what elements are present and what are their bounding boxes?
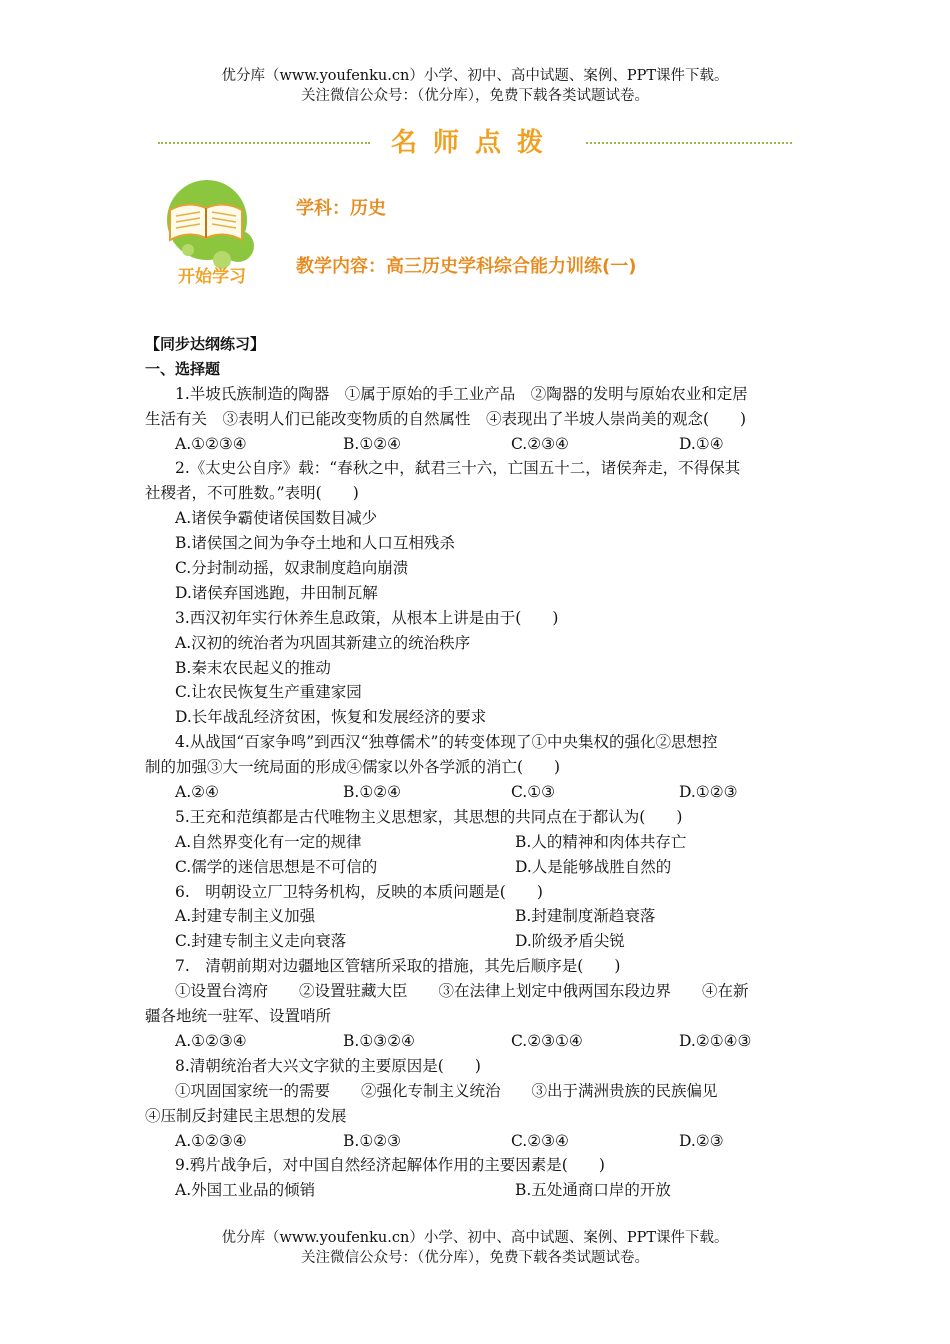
question-7-items: ①设置台湾府 ②设置驻藏大臣 ③在法律上划定中俄两国东段边界 ④在新: [175, 982, 749, 1001]
q5-option-c: C.儒学的迷信思想是不可信的: [175, 857, 378, 876]
q3-option-c: C.让农民恢复生产重建家园: [175, 683, 362, 702]
footer-line-2: 关注微信公众号：（优分库），免费下载各类试题试卷。: [301, 1250, 649, 1266]
logo-text: 开始学习: [178, 267, 246, 287]
question-1-options: [145, 432, 810, 457]
question-7-options: [145, 1029, 810, 1054]
question-1-stem-cont: 生活有关 ③表明人们已能改变物质的自然属性 ④表现出了半坡人崇尚美的观念( ): [145, 409, 747, 428]
banner: [158, 126, 792, 160]
question-9-options-ab: [145, 1178, 810, 1203]
q8-option-c: C.②③④: [511, 1131, 569, 1150]
question-2-stem: 2.《太史公自序》载：“春秋之中，弑君三十六，亡国五十二，诸侯奔走，不得保其: [175, 459, 741, 478]
question-1-stem: 1.半坡氏族制造的陶器 ①属于原始的手工业产品 ②陶器的发明与原始农业和定居: [175, 384, 748, 403]
question-6-options-cd: [145, 929, 810, 954]
q1-option-a: A.①②③④: [175, 434, 247, 453]
q8-option-d: D.②③: [679, 1131, 724, 1150]
q5-option-a: A.自然界变化有一定的规律: [175, 832, 362, 851]
question-3-stem: 3.西汉初年实行休养生息政策，从根本上讲是由于( ): [175, 608, 559, 627]
footer-line-1: 优分库（www.youfenku.cn）小学、初中、高中试题、案例、PPT课件下载。: [221, 1230, 729, 1246]
q5-option-b: B.人的精神和肉体共存亡: [515, 832, 687, 851]
start-learning-logo: [162, 176, 272, 288]
q1-option-d: D.①④: [679, 434, 724, 453]
q8-option-b: B.①②③: [343, 1131, 402, 1150]
q6-option-a: A.封建专制主义加强: [175, 907, 316, 926]
q4-option-a: A.②④: [175, 783, 219, 802]
question-4-options: [145, 780, 810, 805]
q3-option-a: A.汉初的统治者为巩固其新建立的统治秩序: [175, 633, 471, 652]
q5-option-d: D.人是能够战胜自然的: [515, 857, 672, 876]
q2-option-d: D.诸侯弃国逃跑，井田制瓦解: [175, 583, 378, 602]
q7-option-d: D.②①④③: [679, 1031, 752, 1050]
exercise-content: [145, 332, 810, 1203]
banner-divider-right: [586, 142, 792, 144]
question-8-items: ①巩固国家统一的需要 ②强化专制主义统治 ③出于满洲贵族的民族偏见: [175, 1081, 718, 1100]
q7-option-b: B.①③②④: [343, 1031, 415, 1050]
q6-option-b: B.封建制度渐趋衰落: [515, 907, 656, 926]
q7-option-c: C.②③①④: [511, 1031, 583, 1050]
q6-option-d: D.阶级矛盾尖锐: [515, 932, 625, 951]
question-9-stem: 9.鸦片战争后，对中国自然经济起解体作用的主要因素是( ): [175, 1156, 605, 1175]
q2-option-a: A.诸侯争霸使诸侯国数目减少: [175, 509, 378, 528]
q3-option-b: B.秦末农民起义的推动: [175, 658, 331, 677]
question-8-items-cont: ④压制反封建民主思想的发展: [145, 1106, 347, 1125]
q7-option-a: A.①②③④: [175, 1031, 247, 1050]
question-8-options: [145, 1129, 810, 1154]
subject-label: 学科：历史: [296, 198, 386, 219]
q4-option-b: B.①②④: [343, 783, 402, 802]
q9-option-b: B.五处通商口岸的开放: [515, 1181, 671, 1200]
q1-option-b: B.①②④: [343, 434, 402, 453]
q2-option-c: C.分封制动摇，奴隶制度趋向崩溃: [175, 559, 409, 578]
section-part: 一、选择题: [145, 359, 221, 378]
q4-option-d: D.①②③: [679, 783, 738, 802]
question-7-items-cont: 疆各地统一驻军、设置哨所: [145, 1007, 332, 1026]
question-4-stem: 4.从战国“百家争鸣”到西汉“独尊儒术”的转变体现了①中央集权的强化②思想控: [175, 733, 718, 752]
question-6-options-ab: [145, 904, 810, 929]
question-8-stem: 8.清朝统治者大兴文字狱的主要原因是( ): [175, 1056, 481, 1075]
q4-option-c: C.①③: [511, 783, 556, 802]
q1-option-c: C.②③④: [511, 434, 569, 453]
header-line-1: 优分库（www.youfenku.cn）小学、初中、高中试题、案例、PPT课件下载。: [221, 68, 729, 84]
q8-option-a: A.①②③④: [175, 1131, 247, 1150]
header-line-2: 关注微信公众号：（优分库），免费下载各类试题试卷。: [301, 88, 649, 104]
page-header: [0, 66, 950, 106]
q6-option-c: C.封建专制主义走向衰落: [175, 932, 347, 951]
banner-title: 名师点拨: [390, 128, 559, 158]
question-5-stem: 5.王充和范缜都是古代唯物主义思想家，其思想的共同点在于都认为( ): [175, 807, 683, 826]
section-heading: 【同步达纲练习】: [145, 335, 266, 353]
page-footer: [0, 1228, 950, 1268]
open-book-icon: [162, 176, 272, 288]
q9-option-a: A.外国工业品的倾销: [175, 1181, 316, 1200]
question-6-stem: 6. 明朝设立厂卫特务机构，反映的本质问题是( ): [175, 882, 543, 901]
question-7-stem: 7. 清朝前期对边疆地区管辖所采取的措施，其先后顺序是( ): [175, 957, 621, 976]
question-5-options-cd: [145, 855, 810, 880]
q2-option-b: B.诸侯国之间为争夺土地和人口互相残杀: [175, 534, 455, 553]
question-5-options-ab: [145, 830, 810, 855]
q3-option-d: D.长年战乱经济贫困，恢复和发展经济的要求: [175, 708, 487, 727]
question-2-stem-cont: 社稷者，不可胜数。”表明( ): [145, 484, 359, 503]
content-title: 教学内容：高三历史学科综合能力训练(一): [296, 256, 637, 277]
question-4-stem-cont: 制的加强③大一统局面的形成④儒家以外各学派的消亡( ): [145, 758, 561, 777]
